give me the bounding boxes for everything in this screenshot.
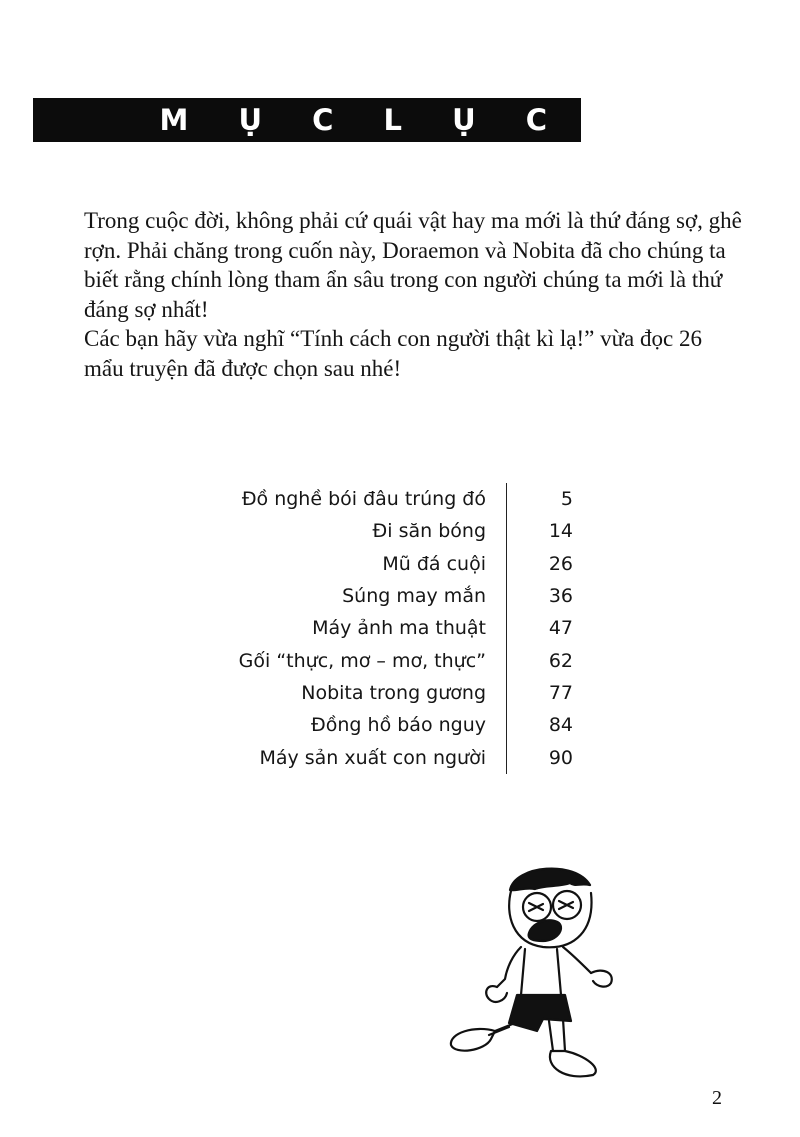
toc-row[interactable]	[140, 709, 600, 741]
title-bar	[33, 98, 581, 142]
table-of-contents	[140, 483, 600, 774]
intro-paragraph-2: Các bạn hãy vừa nghĩ “Tính cách con người thật kì lạ!” vừa đọc 26 mẩu truyện đã được chọn sau nhé!	[84, 326, 702, 381]
toc-page-number: 5	[560, 488, 573, 511]
toc-title: Đồng hồ báo nguy	[311, 714, 486, 737]
intro-paragraph-1: Trong cuộc đời, không phải cứ quái vật hay ma mới là thứ đáng sợ, ghê rợn. Phải chăng trong cuốn này, Doraemon và Nobita đã cho chúng ta biết rằng chính lòng tham ẩn sâu trong con người chúng ta mới là thứ đáng sợ nhất!	[84, 208, 742, 322]
page-title: M Ụ C L Ụ C	[159, 103, 567, 137]
toc-page-number: 84	[548, 714, 573, 737]
toc-row[interactable]	[140, 580, 600, 612]
toc-page-number: 90	[548, 746, 573, 769]
toc-title: Máy ảnh ma thuật	[312, 617, 486, 640]
toc-page-number: 36	[548, 585, 573, 608]
toc-title: Gối “thực, mơ – mơ, thực”	[238, 649, 486, 672]
page-number: 2	[712, 1087, 722, 1109]
toc-title: Súng may mắn	[342, 585, 486, 608]
toc-row[interactable]	[140, 644, 600, 676]
toc-row[interactable]	[140, 548, 600, 580]
toc-page-number: 26	[548, 552, 573, 575]
toc-row[interactable]	[140, 612, 600, 644]
intro-text	[84, 206, 744, 383]
toc-row[interactable]	[140, 515, 600, 547]
toc-row[interactable]	[140, 741, 600, 773]
toc-page-number: 77	[548, 681, 573, 704]
toc-page-number: 47	[548, 617, 573, 640]
toc-page-number: 62	[548, 649, 573, 672]
toc-title: Máy sản xuất con người	[259, 746, 486, 769]
toc-row[interactable]	[140, 483, 600, 515]
toc-title: Nobita trong gương	[301, 681, 486, 704]
toc-title: Đồ nghề bói đâu trúng đó	[241, 488, 486, 511]
nobita-running-icon	[425, 855, 655, 1085]
toc-page-number: 14	[548, 520, 573, 543]
toc-row[interactable]	[140, 677, 600, 709]
toc-title: Mũ đá cuội	[382, 552, 486, 575]
toc-title: Đi săn bóng	[372, 520, 486, 543]
